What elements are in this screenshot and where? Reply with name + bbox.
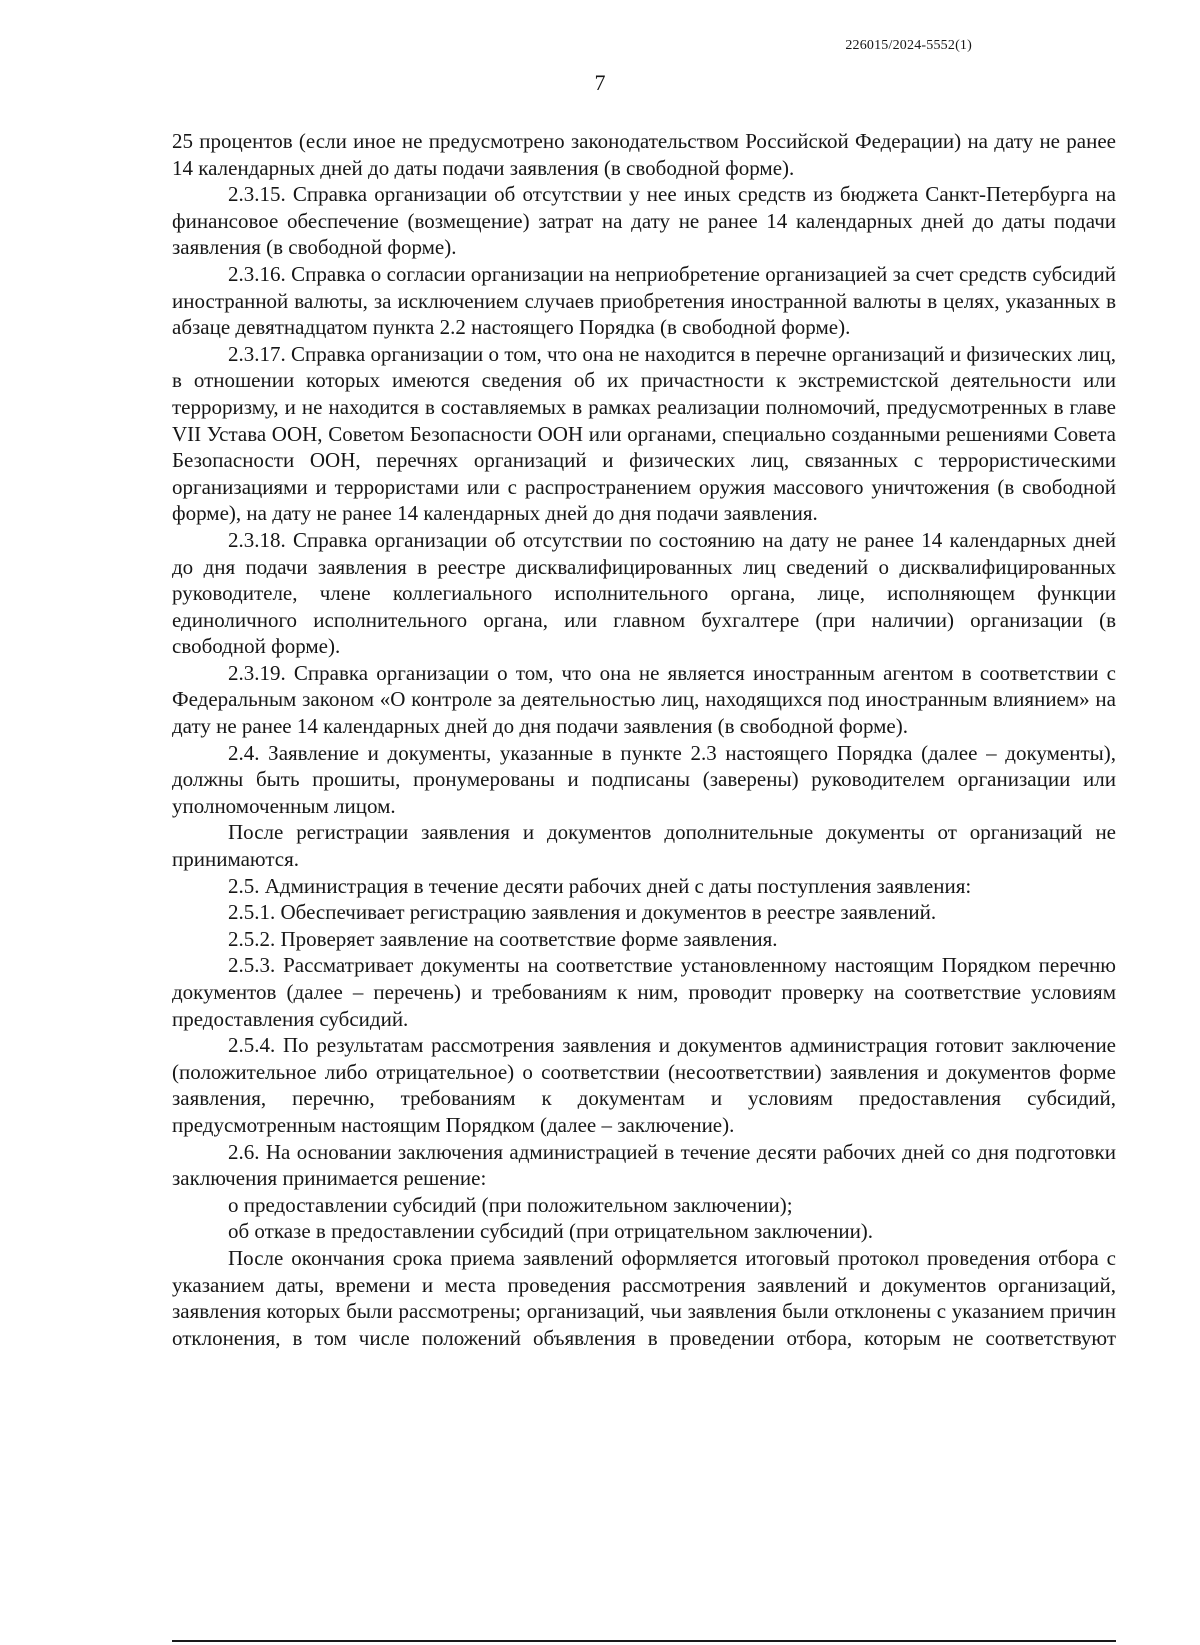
paragraph-2-3-19: 2.3.19. Справка организации о том, что она не является иностранным агентом в соответствии с Федеральным законом «О контроле за деятельностью лиц, находящихся под иностранным влиянием» на дату не ранее 14 календарных дней до дня подачи заявления (в свободной форме).: [172, 660, 1116, 739]
paragraph-2-5-3: 2.5.3. Рассматривает документы на соответствие установленному настоящим Порядком перечню документов (далее – перечень) и требованиям к ним, проводит проверку на соответствие условиям предоставления субсидий.: [172, 953, 1116, 1031]
paragraph-2-5: 2.5. Администрация в течение десяти рабочих дней с даты поступления заявления:: [228, 873, 972, 898]
paragraph-decision-refusal: об отказе в предоставлении субсидий (при отрицательном заключении).: [228, 1219, 874, 1244]
paragraph-2-5-4: 2.5.4. По результатам рассмотрения заявления и документов администрация готовит заключение (положительное либо отрицательное) о соответствии (несоответствии) заявления и документов форме заявления, перечню, требованиям к документам и условиям предоставления субсидий, предусмотренным настоящим Порядком (далее – заключение).: [172, 1033, 1116, 1137]
paragraph-2-3-15: 2.3.15. Справка организации об отсутствии у нее иных средств из бюджета Санкт-Петербурга на финансовое обеспечение (возмещение) затрат на дату не ранее 14 календарных дней до даты подачи заявления (в свободной форме).: [172, 182, 1116, 260]
paragraph-2-3-17: 2.3.17. Справка организации о том, что она не находится в перечне организаций и физических лиц, в отношении которых имеются сведения об их причастности к экстремистской деятельности или терроризму, и не находится в составляемых в рамках реализации полномочий, предусмотренных в главе VII Устава ООН, Советом Безопасности ООН или органами, специально созданными решениями Совета Безопасности ООН, перечнях организаций и физических лиц, связанных с террористическими организациями и террористами или с распространением оружия массового уничтожения (в свободной форме), на дату не ранее 14 календарных дней до дня подачи заявления.: [172, 341, 1116, 526]
paragraph-2-3-16: 2.3.16. Справка о согласии организации на неприобретение организацией за счет средств субсидий иностранной валюты, за исключением случаев приобретения иностранной валюты в целях, указанных в абзаце девятнадцатом пункта 2.2 настоящего Порядка (в свободной форме).: [172, 261, 1116, 340]
page-number: 7: [594, 70, 606, 95]
paragraph-2-4: 2.4. Заявление и документы, указанные в пункте 2.3 настоящего Порядка (далее – документы), должны быть прошиты, пронумерованы и подписаны (заверены) руководителем организации или уполномоченным лицом.: [172, 740, 1116, 818]
paragraph-final-protocol: После окончания срока приема заявлений оформляется итоговый протокол проведения отбора с указанием даты, времени и места проведения рассмотрения заявлений и документов организаций, заявления которых были рассмотрены; организаций, чьи заявления были отклонены с указанием причин отклонения, в том числе положений объявления в проведении отбора, которым не соответствуют: [172, 1245, 1116, 1350]
document-registration-number: 226015/2024-5552(1): [845, 38, 972, 53]
paragraph-2-3-18: 2.3.18. Справка организации об отсутствии по состоянию на дату не ранее 14 календарных дней до дня подачи заявления в реестре дисквалифицированных лиц сведений о дисквалифицированных руководителе, члене коллегиального исполнительного органа, лице, исполняющем функции единоличного исполнительного органа, или главном бухгалтере (при наличии) организации (в свободной форме).: [172, 527, 1116, 659]
paragraph-decision-grant: о предоставлении субсидий (при положительном заключении);: [228, 1192, 793, 1217]
paragraph-2-5-2: 2.5.2. Проверяет заявление на соответствие форме заявления.: [228, 926, 778, 951]
page-bottom-edge-line: [172, 1640, 1116, 1642]
document-body: [172, 128, 1116, 1351]
paragraph-after-registration: После регистрации заявления и документов дополнительные документы от организаций не принимаются.: [172, 820, 1116, 872]
paragraph-continuation: 25 процентов (если иное не предусмотрено законодательством Российской Федерации) на дату не ранее 14 календарных дней до даты подачи заявления (в свободной форме).: [172, 129, 1116, 180]
paragraph-2-6: 2.6. На основании заключения администрацией в течение десяти рабочих дней со дня подготовки заключения принимается решение:: [172, 1139, 1116, 1191]
paragraph-2-5-1: 2.5.1. Обеспечивает регистрацию заявления и документов в реестре заявлений.: [228, 900, 937, 925]
